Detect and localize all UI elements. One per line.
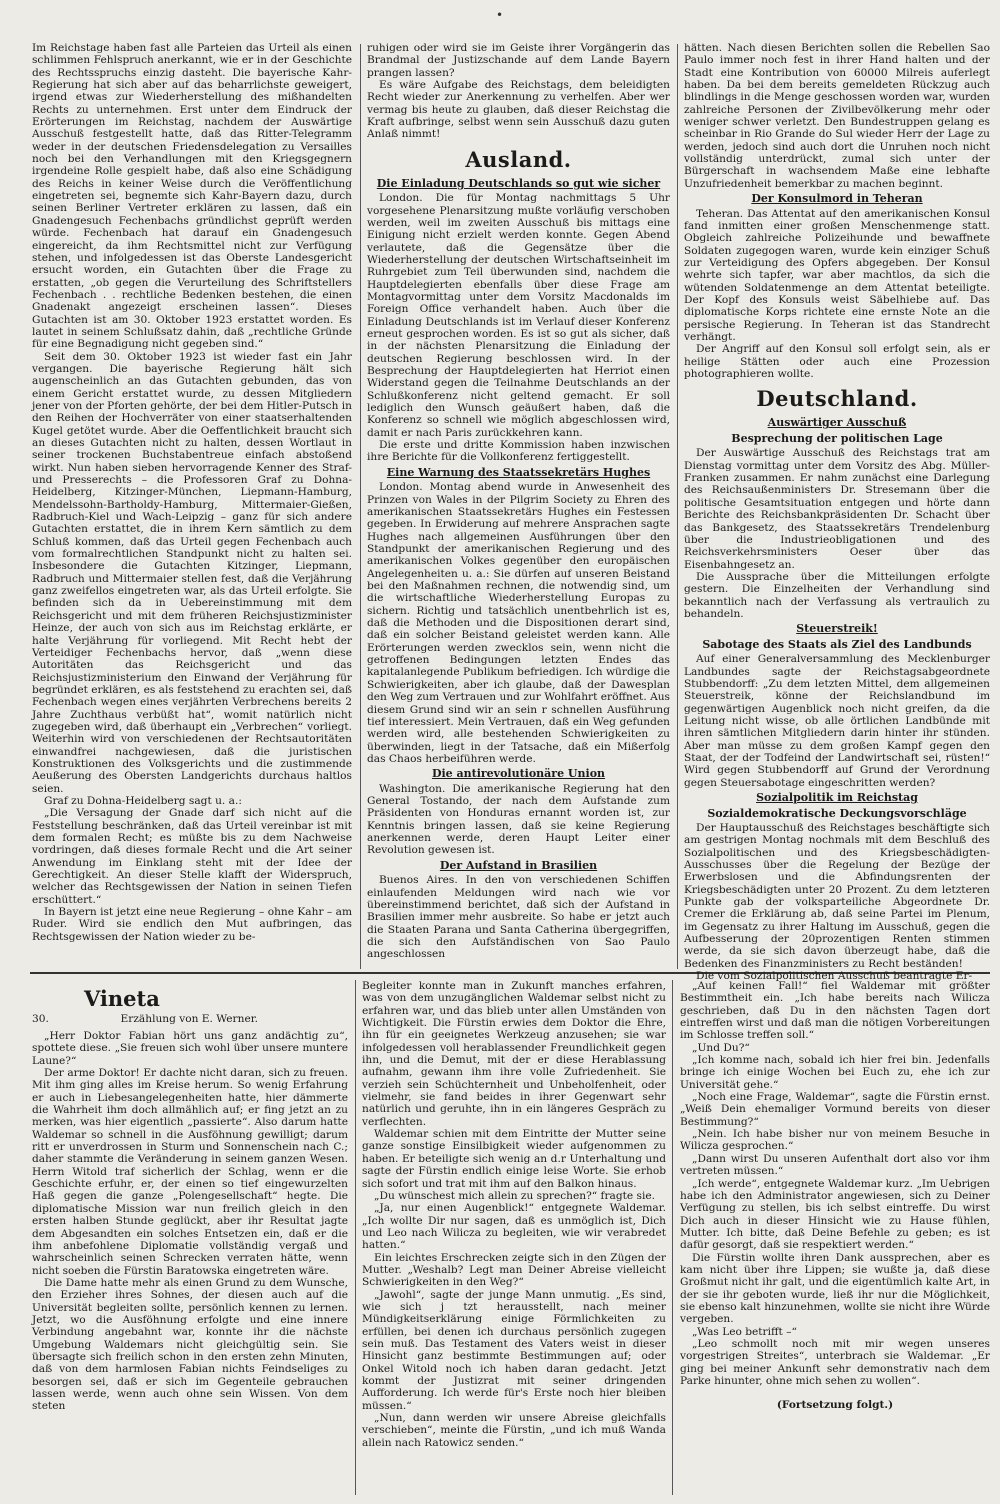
- article-headline: Der Konsulmord in Teheran: [751, 192, 923, 206]
- paragraph: hätten. Nach diesen Berichten sollen die Rebellen Sao Paulo immer noch fest in ihrer Hand halten und der Stadt eine Kontribution von 60000 Milreis auferlegt haben. Da bei dem bereits gemeldeten Rückzug auch blindlings in die Menge geschossen worden war, wurden zahlreiche Personen der Zivilbevölkerung mehr oder weniger schwer verletzt. Den Bundestruppen gelang es scheinbar in Rio Grande do Sul wieder Herr der Lage zu werden, jedoch sind auch dort die Unruhen noch nicht vollständig unterdrückt, zumal sich unter der Bürgerschaft in wachsendem Maße eine lebhafte Unzufriedenheit bemerkbar zu machen beginnt.: [684, 42, 990, 190]
- article-headline: Sozialpolitik im Reichstag: [756, 791, 918, 805]
- feuilleton-column-2: [362, 980, 666, 1495]
- article-headline: Die antirevolutionäre Union: [431, 767, 606, 781]
- section-title-deutschland: Deutschland.: [756, 386, 918, 412]
- feuilleton-column-1: [32, 980, 348, 1495]
- paragraph: „Die Versagung der Gnade darf sich nicht auf die Feststellung beschränken, daß das Urteil vereinbar ist mit dem formalen Recht; es müßte bis zu dem Nachweise vordringen, daß dieses formale Recht und die Art seiner Anwendung im Einklang steht mit der Idee der Gerechtigkeit. An dieser Stelle klafft der Widerspruch, welcher das Rechtsgewissen der Nation in seinen Tiefen erschüttert.“: [32, 807, 352, 906]
- paragraph: Die Aussprache über die Mitteilungen erfolgte gestern. Die Einzelheiten der Verhandlung sind bekanntlich nach der Verfassung als vertraulich zu behandeln.: [684, 570, 990, 620]
- paragraph: „Ich komme nach, sobald ich hier frei bin. Jedenfalls bringe ich einige Wochen bei Euch zu, ehe ich zur Universität gehe.“: [680, 1054, 990, 1091]
- article-headline: Die Einladung Deutschlands so gut wie sicher: [376, 176, 661, 190]
- section-title-ausland: Ausland.: [465, 146, 572, 172]
- serial-title: Vineta: [84, 986, 160, 1011]
- feuilleton-column-3: [680, 980, 990, 1495]
- paragraph: „Dann wirst Du unseren Aufenthalt dort also vor ihm vertreten müssen.“: [680, 1152, 990, 1178]
- paragraph: Es wäre Aufgabe des Reichstags, dem beleidigten Recht wieder zur Anerkennung zu verhelfen. Aber wer vermag bis heute zu glauben, daß dieser Reichstag die Kraft aufbringe, selbst wenn sein Ausschuß dazu guten Anlaß nimmt!: [367, 79, 670, 141]
- paragraph: „Ich werde“, entgegnete Waldemar kurz. „Im Uebrigen habe ich den Administrator angewiesen, sich zu Deiner Verfügung zu stellen, bis ich selbst eintreffe. Du wirst Dich auch in dieser Hinsicht wie zu Hause fühlen, Mutter. Ich bitte, daß Deine Befehle zu geben; es ist dafür gesorgt, daß sie respektiert werden.“: [680, 1177, 990, 1252]
- paragraph: London. Die für Montag nachmittags 5 Uhr vorgesehene Plenarsitzung mußte vorläufig verschoben werden, weil im zweiten Ausschuß bis mittags eine Einigung nicht erzielt werden konnte. Gegen Abend verlautete, daß die Gegensätze über die Wiederherstellung der deutschen Wirtschaftseinheit im Ruhrgebiet zum Teil überwunden sind, nachdem die Hauptdelegierten ebenfalls über diese Frage am Montagvormittag unter dem Vorsitz Macdonalds im Foreign Office verhandelt haben. Auch über die Einladung Deutschlands ist im Verlauf dieser Konferenz erneut gesprochen worden. Es ist so gut als sicher, daß in der nächsten Plenarsitzung die Einladung der deutschen Regierung beschlossen wird. In der Besprechung der Hauptdelegierten hat Herriot einen Widerstand gegen die Teilnahme Deutschlands an der Schlußkonferenz nicht geltend gemacht. Er soll lediglich den Wunsch geäußert haben, daß die Konferenz so schnell wie möglich abgeschlossen wird, damit er nach Paris zurückkehren kann.: [367, 192, 670, 439]
- paragraph: „Herr Doktor Fabian hört uns ganz andächtig zu“, spottete diese. „Sie freuen sich wohl über unsere muntere Laune?“: [32, 1030, 348, 1067]
- paragraph: „Und Du?“: [692, 1041, 750, 1054]
- paragraph: Teheran. Das Attentat auf den amerikanischen Konsul fand inmitten einer großen Menschenmenge statt. Obgleich zahlreiche Polizeihunde und bewaffnete Soldaten zugegogen waren, wurde kein einziger Schuß zur Verteidigung des Opfers abgegeben. Der Konsul wehrte sich tapfer, war aber machtlos, da sich die wütenden Soldatenmenge an dem Attentat beteiligte. Der Kopf des Konsuls weist Säbelhiebe auf. Das diplomatische Korps richtete eine ernste Note an die persische Regierung. In Teheran ist das Standrecht verhängt.: [684, 207, 990, 344]
- article-column-1: [32, 42, 352, 970]
- paragraph: Waldemar schien mit dem Eintritte der Mutter seine ganze sonstige Einsilbigkeit wieder aufgenommen zu haben. Er beteiligte sich wenig an d.r Unterhaltung und sagte der Fürstin endlich einige leise Worte. Sie erhob sich sofort und trat mit ihm auf den Balkon hinaus.: [362, 1128, 666, 1190]
- paragraph: Der arme Doktor! Er dachte nicht daran, sich zu freuen. Mit ihm ging alles im Kreise herum. So wenig Erfahrung er auch in Liebesangelegenheiten hatte, hier dämmerte die Wahrheit ihm doch allmählich auf; er fing jetzt an zu merken, was hier eigentlich „passierte“. Also darum hatte Waldemar so schnell in die Ausföhnung gewilligt; darum ritt er unverdrossen in Sturm und Sonnenschein nach C.; daher stammte die Veränderung in seinem ganzen Wesen. Herrn Witold traf sicherlich der Schlag, wenn er die Geschichte erfuhr, er, der einen so tief eingewurzelten Haß gegen die ganze „Polengesellschaft“ hegte. Die diplomatische Mission war nun freilich gleich in den ersten halben Stunde geglückt, aber ihr Resultat jagte dem Abgesandten ein solches Entsetzen ein, daß er die ihm anbefohlene Diplomatie vollständig vergaß und wahrscheinlich seinen Schrecken verraten hätte, wenn nicht soeben die Fürstin Baratowska eingetreten wäre.: [32, 1067, 348, 1277]
- paragraph: Washington. Die amerikanische Regierung hat den General Tostando, der nach dem Aufstande zum Präsidenten von Honduras ernannt worden ist, zur Kenntnis bringen lassen, daß sie keine Regierung anerkennen werde, deren Haupt Leiter einer Revolution gewesen ist.: [367, 782, 670, 857]
- article-headline: Steuerstreik!: [796, 622, 878, 636]
- paragraph: Der Angriff auf den Konsul soll erfolgt sein, als er heilige Stätten oder auch eine Prozession photographieren wollte.: [684, 343, 990, 381]
- paragraph: „Ja, nur einen Augenblick!“ entgegnete Waldemar. „Ich wollte Dir nur sagen, daß es unmöglich ist, Dich und Leo nach Wilicza zu begleiten, wie wir verabredet hatten.“: [362, 1202, 666, 1252]
- column-divider: [355, 980, 356, 1495]
- paragraph: Der Auswärtige Ausschuß des Reichstags trat am Dienstag vormittag unter dem Vorsitz des Abg. Müller-Franken zusammen. Er nahm zunächst eine Darlegung des Reichsaußenministers Dr. Stresemann über die politische Gesamtsituation entgegen und hörte dann Berichte des Reichsbankpräsidenten Dr. Schacht über das Bankgesetz, des Staatssekretärs Trendelenburg über die Industrieobligationen und des Reichsverkehrsministers Oeser über das Eisenbahngesetz an.: [684, 447, 990, 571]
- paragraph: Die vom Sozialpolitischen Ausschuß beantragte Er-: [696, 970, 973, 983]
- paragraph: Im Reichstage haben fast alle Parteien das Urteil als einen schlimmen Fehlspruch anerkannt, wie er in der Geschichte des Rechtsspruchs einzig dasteht. Die bayerische Kahr-Regierung hat sich aber auf das beharrlichste geweigert, irgend etwas zur Wiederherstellung des mißhandelten Rechts zu unternehmen. Erst unter dem Eindruck der Erörterungen im Reichstag, nachdem der Auswärtige Ausschuß festgestellt hatte, daß das Ritter-Telegramm weder in der deutschen Friedensdelegation zu Versailles noch bei den Verhandlungen mit den Kriegsgegnern irgendeine Rolle gespielt habe, daß also eine Schädigung des Reichs in keiner Weise durch die Veröffentlichung eingetreten sei, begnemte sich Kahr-Bayern dazu, durch seinen Berliner Vertreter erklären zu lassen, daß ein Gnadengesuch Fechenbachs gründlichst geprüft werden würde. Fechenbach hat darauf ein Gnadengesuch eingereicht, da ihm Rechtsmittel nicht zur Verfügung stehen, und infolgedessen ist das Oberste Landesgericht ersucht worden, ein Gutachten über die Frage zu erstatten, „ob gegen die Verurteilung des Schriftstellers Fechenbach . . rechtliche Bedenken bestehen, die einen Gnadenakt angezeigt erscheinen lassen“. Dieses Gutachten ist am 30. Oktober 1923 erstattet worden. Es lautet in seinem Schlußsatz dahin, daß „rechtliche Gründe für eine Begnadigung nicht gegeben sind.“: [32, 42, 352, 351]
- column-divider: [360, 44, 361, 969]
- article-subheadline: Sozialdemokratische Deckungsvorschläge: [707, 806, 967, 820]
- paragraph: Die Fürstin wollte ihren Dank aussprechen, aber es kam nicht über ihre Lippen; sie wußte ja, daß diese Großmut nicht ihr galt, und die eigentümlich kalte Art, in der sie ihr geboten wurde, ließ ihr nur die Möglichkeit, sie ebenso kalt hinzunehmen, wollte sie nicht ihre Würde vergeben.: [680, 1251, 990, 1326]
- paragraph: „Du wünschest mich allein zu sprechen?“ fragte sie.: [374, 1189, 655, 1202]
- paragraph: Ein leichtes Erschrecken zeigte sich in den Zügen der Mutter. „Weshalb? Legt man Deiner Abreise vielleicht Schwierigkeiten in den Weg?“: [362, 1251, 666, 1289]
- article-headline: Eine Warnung des Staatssekretärs Hughes: [386, 465, 651, 479]
- column-divider: [672, 980, 673, 1495]
- paragraph: Seit dem 30. Oktober 1923 ist wieder fast ein Jahr vergangen. Die bayerische Regierung hält sich augenscheinlich an das Gutachten gebunden, das von einem Gericht erstattet wurde, zu dessen Mitgliedern jener von der Pforten gehörte, der bei dem Hitler-Putsch in den Reihen der Hochverräter von einer staatserhaltenden Kugel getötet wurde. Aber die Oeffentlichkeit braucht sich an dieses Gutachten nicht zu halten, dessen Wortlaut in seiner trockenen Buchstabentreue einfach abstoßend wirkt. Nun haben sieben hervorragende Kenner des Straf- und Presserechts – die Professoren Graf zu Dohna-Heidelberg, Kitzinger-München, Liepmann-Hamburg, Mendelssohn-Bartholdy-Hamburg, Mittermaier-Gießen, Radbruch-Kiel und Wach-Leipzig – ganz für sich andere Gutachten erstattet, die in ihrem Kern sämtlich zu dem Schluß kommen, daß das Urteil gegen Fechenbach auch vom formalrechtlichen Standpunkt nicht zu halten sei. Insbesondere die Gutachten Kitzinger, Liepmann, Radbruch und Mittermaier stellen fest, daß die Verjährung ganz zweifellos eingetreten war, als das Urteil erfolgte. Sie befinden sich da in Uebereinstimmung mit dem Reichsgericht und mit dem früheren Reichsjustizminister Heinze, der auch von sich aus im Reichstag erklärte, er halte Verjährung für vorliegend. Mit Recht hebt der Verteidiger Fechenbachs hervor, daß „wenn diese Autoritäten das Reichsgericht und das Reichsjustizministerium den Einwand der Verjährung für begründet erklären, es als feststehend zu erachten sei, daß Fechenbach wegen eines verjährten Verbrechens bereits 2 Jahre Zuchthaus verbüßt hat“, womit natürlich nicht zugegeben wird, daß überhaupt ein „Verbrechen“ vorliegt. Weiterhin wird von verschiedenen der Rechtsautoritäten einwandfrei nachgewiesen, daß die juristischen Konstruktionen des Volksgerichts und die zustimmende Aeußerung des Obersten Landgerichts durchaus haltlos seien.: [32, 350, 352, 795]
- paragraph: „Nein. Ich habe bisher nur von meinem Besuche in Wilicza gesprochen.“: [680, 1128, 990, 1153]
- article-subheadline: Sabotage des Staats als Ziel des Landbunds: [702, 637, 972, 651]
- paragraph: „Nun, dann werden wir unsere Abreise gleichfalls verschieben“, meinte die Fürstin, „und ich muß Wanda allein nach Ratowicz senden.“: [362, 1412, 666, 1449]
- paragraph: Der Hauptausschuß des Reichstages beschäftigte sich am gestrigen Montag nochmals mit dem Beschluß des Sozialpolitischen und des Kriegsbeschädigten-Ausschusses über die Regelung der Bezüge der Erwerbslosen und die Abfindungsrenten der Kriegsbeschädigten unter 20 Prozent. Zu dem letzteren Punkte gab der volksparteiliche Abgeordnete Dr. Cremer die Erklärung ab, daß seine Partei im Plenum, im Gegensatz zu ihrer Haltung im Ausschuß, gegen die Aufbesserung der 20prozentigen Renten stimmen werde, da sie sich davon überzeugt habe, daß die Bedenken des Finanzministers zu Recht beständen!: [684, 822, 990, 970]
- paragraph: Begleiter konnte man in Zukunft manches erfahren, was von dem unzugänglichen Waldemar selbst nicht zu erfahren war, und das blieb unter allen Umständen von Wichtigkeit. Die Fürstin erwies dem Doktor die Ehre, ihn für ein geeignetes Werkzeug anzusehen; sie war infolgedessen voll herablassender Freundlichkeit gegen ihn, und die Demut, mit der er diese Herablassung aufnahm, gewann ihm ihre volle Zufriedenheit. Sie verzieh sein Schüchternheit und Unbeholfenheit, oder vielmehr, sie fand beides in ihrer Gegenwart sehr natürlich und geruhte, ihn in ein längeres Gespräch zu verflechten.: [362, 980, 666, 1128]
- paragraph: Auf einer Generalversammlung des Mecklenburger Landbundes sagte der Reichstagsabgeordnete Stubbendorff: „Zu dem letzten Mittel, dem allgemeinen Steuerstreik, könne der Reichslandbund im gegenwärtigen Augenblick noch nicht greifen, da die Leitung nicht wisse, ob alle örtlichen Landbünde mit ihren sämtlichen Mitgliedern darin hinter ihr stünden. Aber man müsse zu dem großen Kampf gegen den Staat, der der Todfeind der Landwirtschaft sei, rüsten!“ Wird gegen Stubbendorff auf Grund der Verordnung gegen Steuersabotage eingeschritten werden?: [684, 653, 990, 789]
- article-headline: Der Aufstand in Brasilien: [439, 858, 598, 872]
- paragraph: ruhigen oder wird sie im Geiste ihrer Vorgängerin das Brandmal der Justizschande auf dem Lande Bayern prangen lassen?: [367, 42, 670, 79]
- paragraph: Graf zu Dohna-Heidelberg sagt u. a.:: [44, 794, 242, 807]
- paragraph: „Jawohl“, sagte der junge Mann unmutig. „Es sind, wie sich j tzt herausstellt, nach meiner Mündigkeitserklärung einige Förmlichkeiten zu erfüllen, bei denen ich durchaus persönlich zugegen sein muß. Das Testament des Vaters weist in dieser Hinsicht ganz bestimmte Bestimmungen auf; oder Onkel Witold noch ich haben daran gedacht. Jetzt kommt der Justizrat mit seiner dringenden Aufforderung. Ich werde für's Erste noch hier bleiben müssen.“: [362, 1288, 666, 1412]
- paragraph: Die Dame hatte mehr als einen Grund zu dem Wunsche, den Erzieher ihres Sohnes, der diesen auch auf die Universität begleiten sollte, persönlich kennen zu lernen. Jetzt, wo die Ausföhnung erfolgte und eine innere Verbindung angebahnt war, konnte ihr die nächste Umgebung Waldemars nicht gleichgültig sein. Sie übersagte sich freilich schon in den ersten zehn Minuten, daß von dem harmlosen Fabian nichts Feindseliges zu besorgen sei, daß er sich im Gegenteile gebrauchen lassen werde, wenn auch ohne sein Wissen. Von dem steten: [32, 1276, 348, 1413]
- installment-number: 30.: [32, 1013, 49, 1025]
- paragraph: „Leo schmollt noch mit mir wegen unseres vorgestrigen Streites“, unterbrach sie Waldemar. „Er ging bei meiner Ankunft sehr demonstrativ nach dem Parke hinunter, ohne mich sehen zu wollen“.: [680, 1337, 990, 1387]
- paragraph: „Auf keinen Fall!“ fiel Waldemar mit größter Bestimmtheit ein. „Ich habe bereits nach Wilicza geschrieben, daß Du in den nächsten Tagen dort eintreffen wirst und daß man die nötigen Vorbereitungen im Schlosse treffen soll.“: [680, 980, 990, 1042]
- continuation-note: (Fortsetzung folgt.): [776, 1399, 894, 1412]
- paragraph: Die erste und dritte Kommission haben inzwischen ihre Berichte für die Vollkonferenz fertiggestellt.: [367, 439, 670, 464]
- column-divider: [677, 44, 678, 969]
- article-headline: Auswärtiger Ausschuß: [767, 416, 907, 430]
- article-column-2: [367, 42, 670, 970]
- byline: Erzählung von E. Werner.: [120, 1013, 258, 1025]
- paragraph: Buenos Aires. In den von verschiedenen Schiffen einlaufenden Meldungen wird nach wie vor übereinstimmend berichtet, daß sich der Aufstand in Brasilien immer mehr ausbreite. So habe er jetzt auch die Staaten Parana und Santa Catherina übergegriffen, die sich den Aufständischen von Sao Paulo angeschlossen: [367, 874, 670, 961]
- paragraph: „Noch eine Frage, Waldemar“, sagte die Fürstin ernst. „Weiß Dein ehemaliger Vormund bereits von dieser Bestimmung?“: [680, 1091, 990, 1128]
- paragraph: „Was Leo betrifft –“: [692, 1325, 797, 1338]
- article-subheadline: Besprechung der politischen Lage: [731, 431, 943, 445]
- paragraph: In Bayern ist jetzt eine neue Regierung – ohne Kahr – am Ruder. Wird sie endlich den Mut aufbringen, das Rechtsgewissen der Nation wieder zu be-: [32, 906, 352, 943]
- serial-meta: [32, 1012, 348, 1026]
- paragraph: London. Montag abend wurde in Anwesenheit des Prinzen von Wales in der Pilgrim Society zu Ehren des amerikanischen Staatssekretärs Hughes ein Festessen gegeben. In Erwiderung auf mehrere Ansprachen sagte Hughes nach allgemeinen Ausführungen über den Standpunkt der amerikanischen Regierung und des amerikanischen Volkes gegenüber den europäischen Angelegenheiten u. a.: Sie dürfen auf unseren Beistand bei den Maßnahmen rechnen, die notwendig sind, um die wirtschaftliche Wiederherstellung Europas zu sichern. Richtig und tatsächlich unentbehrlich ist es, daß die Methoden und die Dispositionen derart sind, daß ein solcher Beistand geleistet werden kann. Alle Erörterungen werden zwecklos sein, wenn nicht die getroffenen Bedingungen letzten Endes das kapitalanlegende Publikum befriedigen. Ich würdige die Schwierigkeiten, aber ich glaube, daß der Dawesplan den Weg zum Vertrauen und zur Wohlfahrt eröffnet. Aus diesem Grund sind wir an sein r schnellen Ausführung tief interessiert. Mein Vertrauen, daß ein Weg gefunden werden wird, alle bestehenden Schwierigkeiten zu überwinden, liegt in der Tatsache, daß ein Mißerfolg das Chaos herbeiführen werde.: [367, 481, 670, 765]
- article-column-3: [684, 42, 990, 983]
- page-marker: •: [496, 8, 504, 22]
